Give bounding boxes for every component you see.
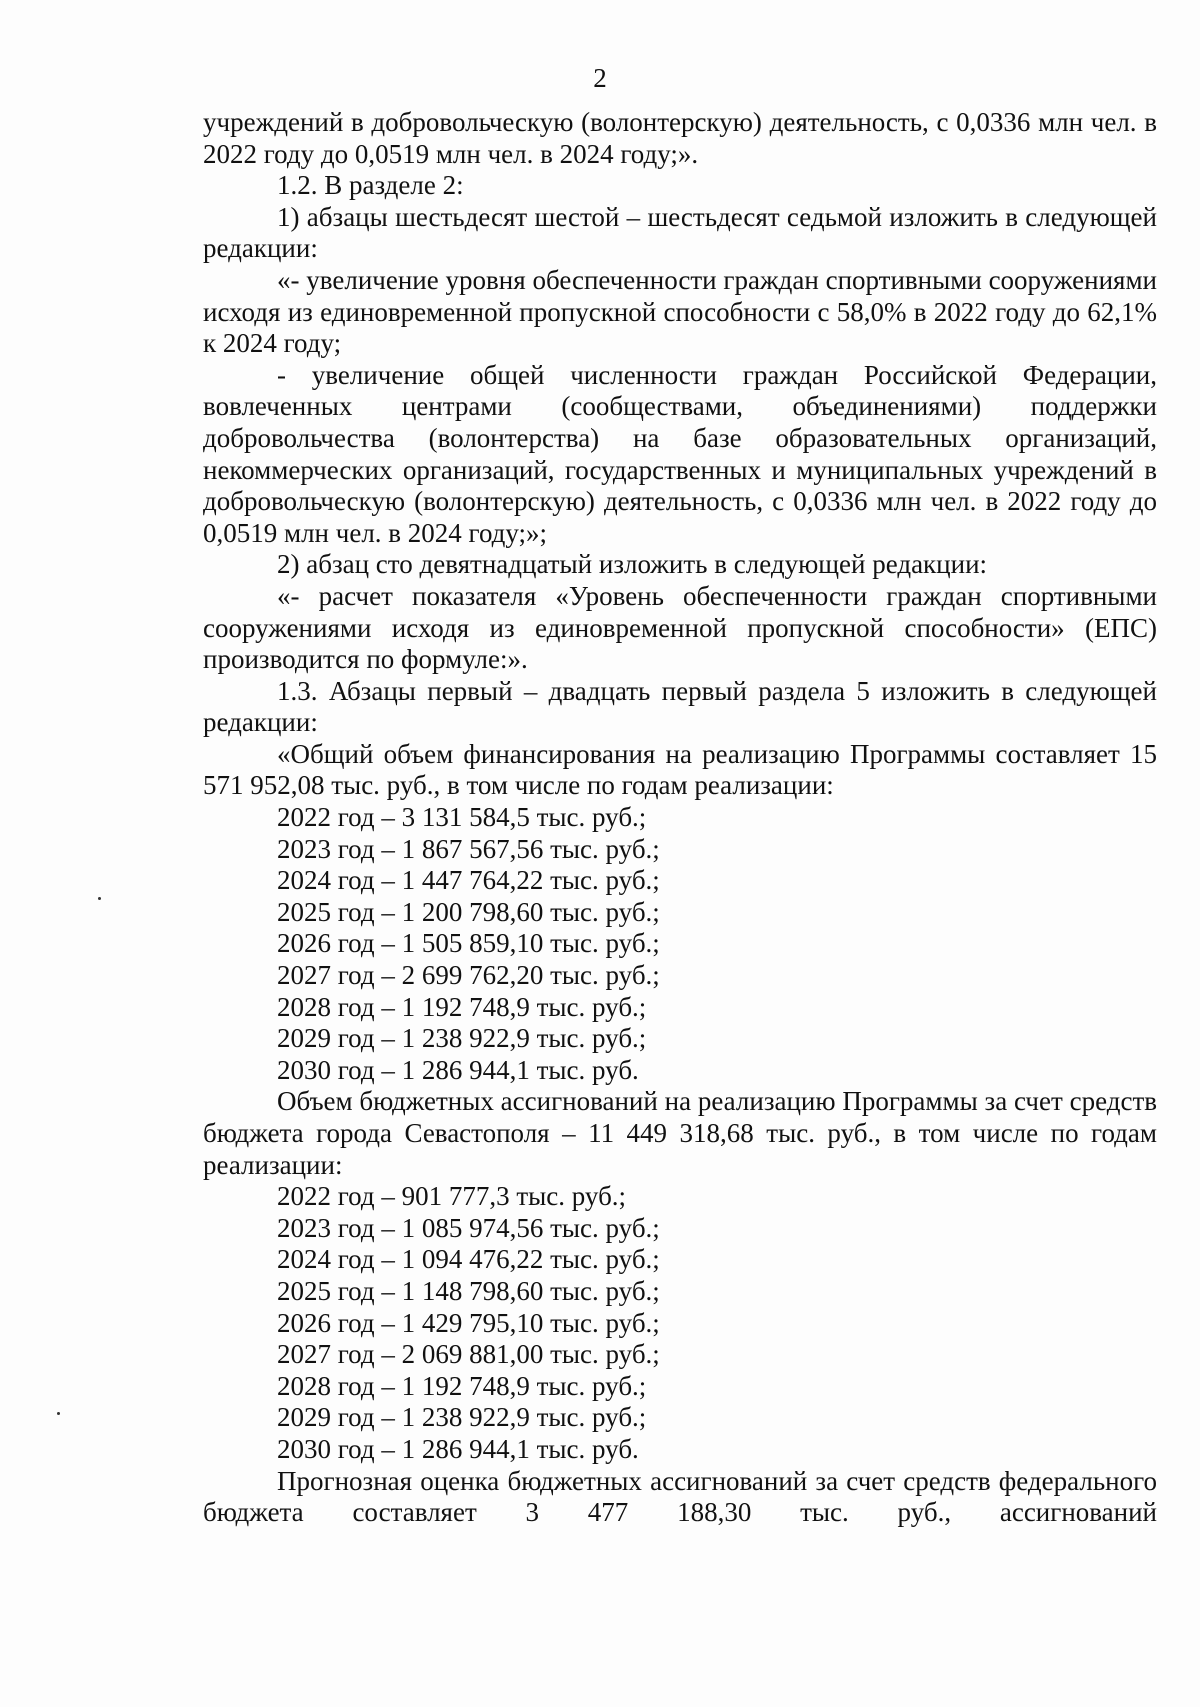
paragraph: - увеличение общей численности граждан Российской Федерации, вовлеченных центрами (сообществами, объединениями) поддержки добровольчества (волонтерства) на базе образовательных организаций, некоммерческих организаций, государственных и муниципальных учреждений в добровольческую (волонтерскую) деятельность, с 0,0336 млн чел. в 2022 году до 0,0519 млн чел. в 2024 году;»; xyxy=(203,359,1157,548)
list-item: 2027 год – 2 699 762,20 тыс. руб.; xyxy=(277,960,660,991)
list-item: 2027 год – 2 069 881,00 тыс. руб.; xyxy=(277,1339,660,1370)
paragraph: 2) абзац сто девятнадцатый изложить в следующей редакции: xyxy=(277,549,988,580)
total-funding-list xyxy=(203,802,1157,1086)
paragraph: учреждений в добровольческую (волонтерскую) деятельность, с 0,0336 млн чел. в 2022 году до 0,0519 млн чел. в 2024 году;». xyxy=(203,107,1157,169)
list-item: 2026 год – 1 505 859,10 тыс. руб.; xyxy=(277,928,660,959)
scan-speck xyxy=(57,1412,60,1415)
list-item: 2023 год – 1 085 974,56 тыс. руб.; xyxy=(277,1212,660,1243)
section-heading: 1.3. Абзацы первый – двадцать первый раздела 5 изложить в следующей редакции: xyxy=(203,675,1157,738)
document-body xyxy=(203,107,1157,1529)
list-item: 2022 год – 901 777,3 тыс. руб.; xyxy=(277,1181,627,1212)
list-item: 2029 год – 1 238 922,9 тыс. руб.; xyxy=(277,1402,647,1433)
paragraph: 1) абзацы шестьдесят шестой – шестьдесят седьмой изложить в следующей редакции: xyxy=(203,201,1157,264)
scan-speck xyxy=(98,897,101,900)
list-item: 2025 год – 1 200 798,60 тыс. руб.; xyxy=(277,896,660,927)
list-item: 2028 год – 1 192 748,9 тыс. руб.; xyxy=(277,991,647,1022)
list-item: 2022 год – 3 131 584,5 тыс. руб.; xyxy=(277,802,647,833)
city-budget-list xyxy=(203,1181,1157,1465)
list-item: 2024 год – 1 447 764,22 тыс. руб.; xyxy=(277,865,660,896)
paragraph: «- увеличение уровня обеспеченности граждан спортивными сооружениями исходя из единовременной пропускной способности с 58,0% в 2022 году до 62,1% к 2024 году; xyxy=(203,264,1157,359)
paragraph: Прогнозная оценка бюджетных ассигнований за счет средств федерального бюджета составляет 3 477 188,30 тыс. руб., ассигнований xyxy=(203,1465,1157,1528)
paragraph: «Общий объем финансирования на реализацию Программы составляет 15 571 952,08 тыс. руб., в том числе по годам реализации: xyxy=(203,738,1157,801)
list-item: 2030 год – 1 286 944,1 тыс. руб. xyxy=(277,1054,639,1085)
list-item: 2024 год – 1 094 476,22 тыс. руб.; xyxy=(277,1244,660,1275)
list-item: 2023 год – 1 867 567,56 тыс. руб.; xyxy=(277,833,660,864)
paragraph: «- расчет показателя «Уровень обеспеченности граждан спортивными сооружениями исходя из единовременной пропускной способности» (ЕПС) производится по формуле:». xyxy=(203,580,1157,675)
list-item: 2030 год – 1 286 944,1 тыс. руб. xyxy=(277,1433,639,1464)
list-item: 2028 год – 1 192 748,9 тыс. руб.; xyxy=(277,1370,647,1401)
page-number: 2 xyxy=(593,63,607,93)
list-item: 2026 год – 1 429 795,10 тыс. руб.; xyxy=(277,1307,660,1338)
list-item: 2025 год – 1 148 798,60 тыс. руб.; xyxy=(277,1275,660,1306)
list-item: 2029 год – 1 238 922,9 тыс. руб.; xyxy=(277,1023,647,1054)
section-heading: 1.2. В разделе 2: xyxy=(277,170,464,201)
paragraph: Объем бюджетных ассигнований на реализацию Программы за счет средств бюджета города Севастополя – 11 449 318,68 тыс. руб., в том числе по годам реализации: xyxy=(203,1086,1157,1180)
